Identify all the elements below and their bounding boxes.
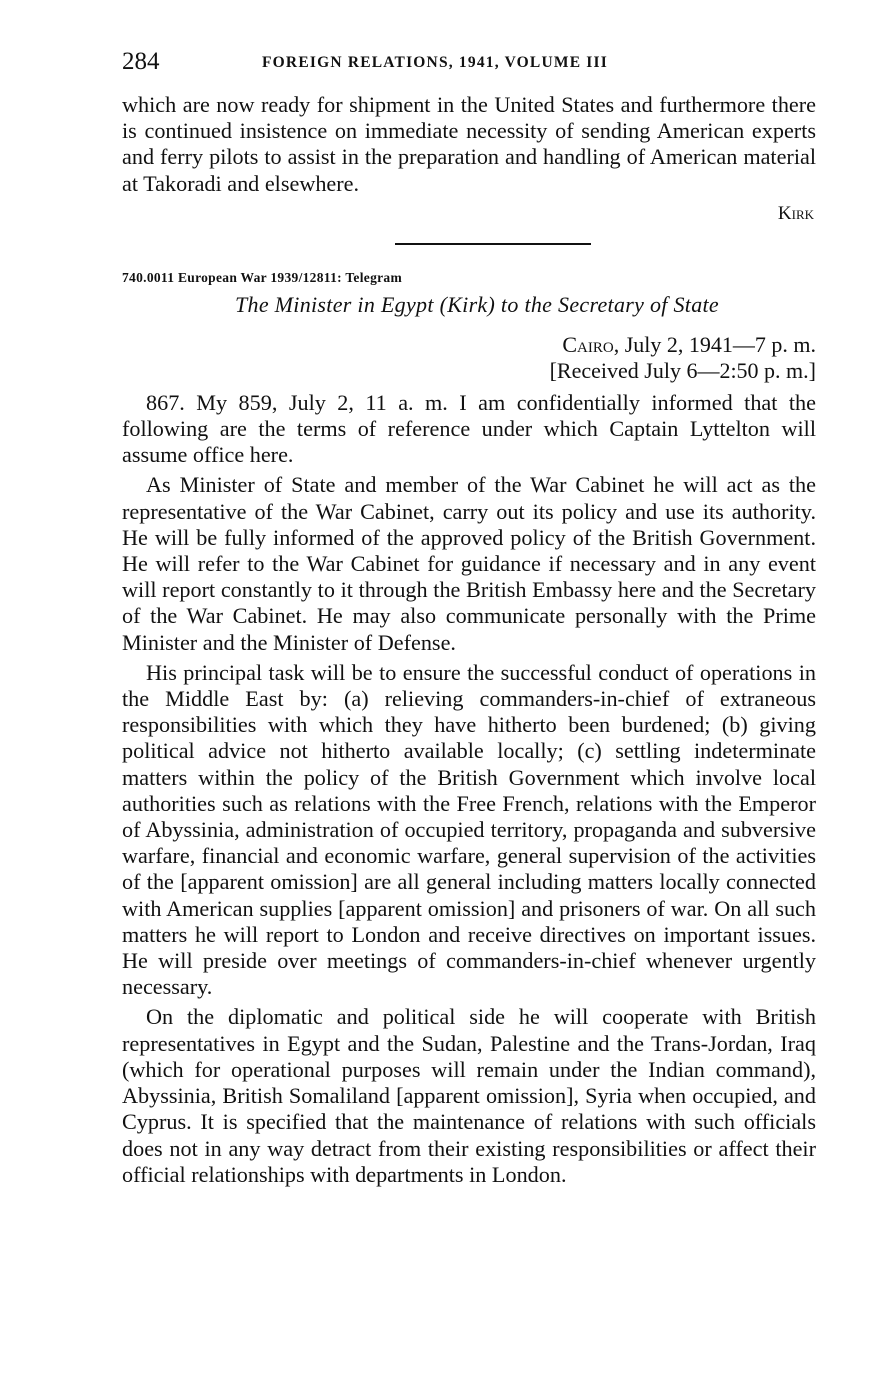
continuation-paragraph: which are now ready for shipment in the United States and furthermore there is continued insistence on immediate necessity of sending American experts and ferry pilots to assist in the preparation and handling of American material at Takoradi and elsewhere. — [122, 92, 816, 196]
dateline-received: [Received July 6—2:50 p. m.] — [549, 357, 816, 383]
section-divider — [395, 243, 591, 245]
dateline — [122, 332, 816, 384]
dateline-date: July 2, 1941—7 p. m. — [619, 331, 816, 357]
signature: Kirk — [777, 202, 814, 224]
document-page — [122, 48, 816, 1188]
body-paragraph-1: 867. My 859, July 2, 11 a. m. I am confidentially informed that the following are the terms of reference under which Captain Lyttelton will assume office here. — [122, 389, 816, 468]
file-reference: 740.0011 European War 1939/12811: Telegram — [122, 269, 403, 285]
dateline-sent — [122, 332, 816, 358]
body-paragraph-3: His principal task will be to ensure the successful conduct of operations in the Middle East by: (a) relieving commanders-in-chief of extraneous responsibilities with which they have hitherto been burdened; (b) giving political advice not hitherto available locally; (c) settling indeterminate matters within the policy of the British Government which involve local authorities such as relations with the Free French, relations with the Emperor of Abyssinia, administration of occupied territory, propaganda and subversive warfare, financial and economic warfare, general supervision of the activities of the [apparent omission] are all general including matters locally connected with American supplies [apparent omission] and prisoners of war. On all such matters he will report to London and receive directives on important issues. He will preside over meetings of commanders-in-chief whenever urgently necessary. — [122, 659, 816, 1000]
running-head — [122, 48, 816, 84]
body-paragraph-2: As Minister of State and member of the War Cabinet he will act as the representative of the War Cabinet, carry out its policy and use its authority. He will be fully informed of the approved policy of the British Government. He will refer to the War Cabinet for guidance if necessary and in any event will report constantly to it through the British Embassy here and the Secretary of the War Cabinet. He may also communicate personally with the Prime Minister and the Minister of Defense. — [122, 472, 816, 655]
body-paragraph-4: On the diplomatic and political side he will cooperate with British representatives in Egypt and the Sudan, Palestine and the Trans-Jordan, Iraq (which for operational purposes will remain under the Indian command), Abyssinia, British Somaliland [apparent omission], Syria when occupied, and Cyprus. It is specified that the maintenance of relations with such officials does not in any way detract from their existing responsibilities or affect their official relationships with departments in London. — [122, 1004, 816, 1187]
dateline-place: Cairo, — [562, 331, 620, 357]
running-title: FOREIGN RELATIONS, 1941, VOLUME III — [262, 54, 608, 71]
document-title: The Minister in Egypt (Kirk) to the Secretary of State — [234, 291, 719, 317]
telegram-body — [122, 390, 816, 1188]
page-number: 284 — [122, 48, 160, 75]
